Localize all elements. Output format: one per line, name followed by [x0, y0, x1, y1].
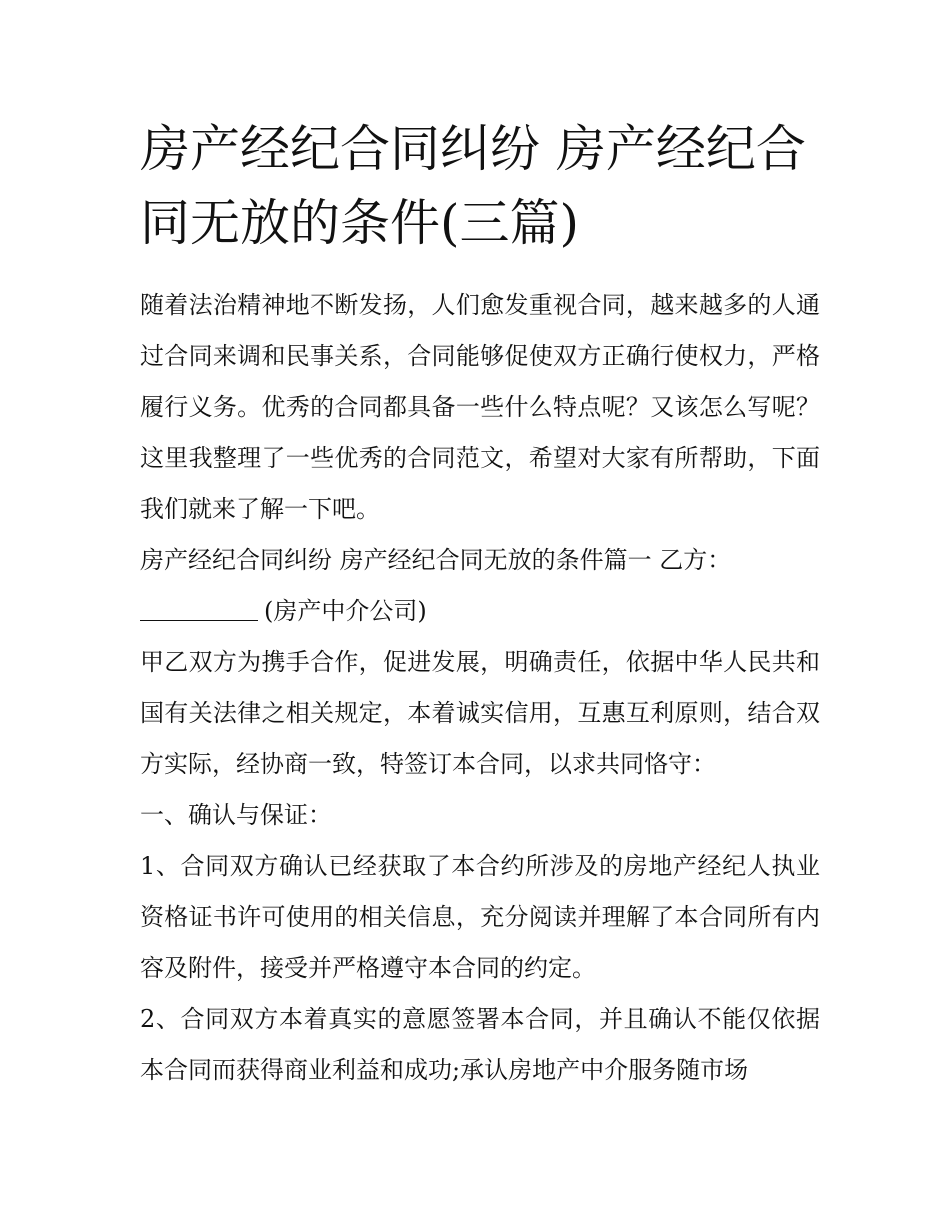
party-b-line — [140, 586, 820, 637]
preamble-paragraph: 甲乙双方为携手合作，促进发展，明确责任，依据中华人民共和国有关法律之相关规定，本着诚实信用，互惠互利原则，结合双方实际，经协商一致，特签订本合同，以求共同恪守： — [140, 648, 820, 778]
section-heading: 房产经纪合同纠纷 房产经纪合同无放的条件篇一 乙方： — [140, 546, 732, 574]
clause-heading: 一、确认与保证： — [140, 801, 332, 829]
party-b-note: (房产中介公司) — [264, 597, 427, 625]
intro-paragraph: 随着法治精神地不断发扬，人们愈发重视合同，越来越多的人通过合同来调和民事关系，合同能够促使双方正确行使权力，严格履行义务。优秀的合同都具备一些什么特点呢？又该怎么写呢？这里我整理了一些优秀的合同范文，希望对大家有所帮助，下面我们就来了解一下吧。 — [140, 291, 820, 523]
clause-1-paragraph: 1、合同双方确认已经获取了本合约所涉及的房地产经纪人执业资格证书许可使用的相关信息，充分阅读并理解了本合同所有内容及附件，接受并严格遵守本合同的约定。 — [140, 852, 820, 982]
document-body — [140, 280, 820, 1096]
document-title: 房产经纪合同纠纷 房产经纪合同无放的条件(三篇) — [140, 120, 806, 252]
blank-underline — [140, 596, 258, 621]
clause-2-paragraph: 2、合同双方本着真实的意愿签署本合同，并且确认不能仅依据本合同而获得商业利益和成功;承认房地产中介服务随市场 — [140, 1005, 820, 1084]
